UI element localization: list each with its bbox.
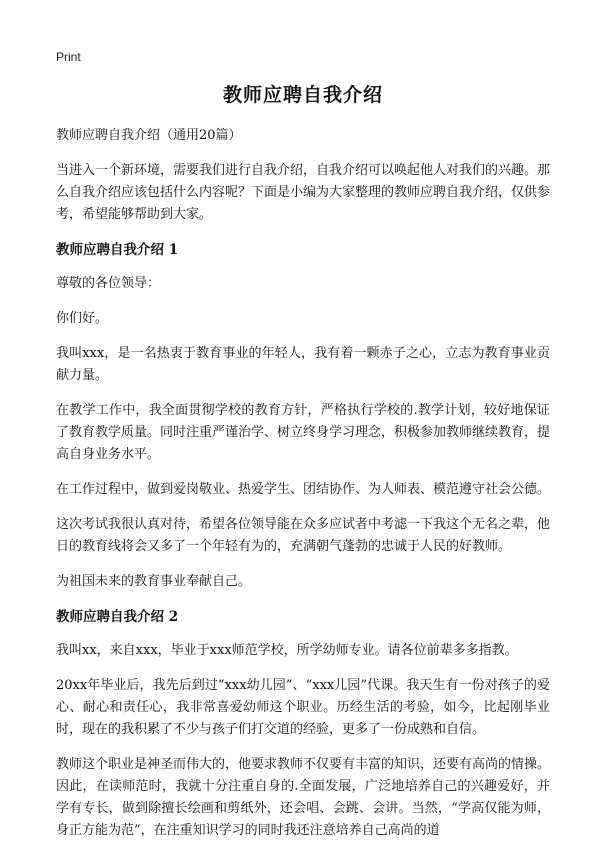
intro-paragraph: 当进入一个新环境，需要我们进行自我介绍，自我介绍可以唤起他人对我们的兴趣。那么自我介绍应该包括什么内容呢？下面是小编为大家整理的教师应聘自我介绍，仅供参考，希望能够帮助到大家。	[56, 163, 551, 222]
section-1-paragraph: 你们好。	[56, 311, 109, 326]
document-subtitle: 教师应聘自我介绍（通用20篇）	[56, 128, 242, 143]
section-1-paragraph: 在教学工作中，我全面贯彻学校的教育方针，严格执行学校的.教学计划，较好地保证了教育教学质量。同时注重严谨治学、树立终身学习理念，积极参加教师继续教育，提高自身业务水平。	[56, 403, 551, 462]
section-1-paragraph: 我叫xxx，是一名热衷于教育事业的年轻人，我有着一颗赤子之心，立志为教育事业贡献力量。	[56, 346, 550, 383]
section-heading-2: 教师应聘自我介绍 2	[56, 609, 179, 625]
section-2-paragraph: 20xx年毕业后，我先后到过“xxx幼儿园”、“xxx儿园”代课。我天生有一份对孩子的爱心、耐心和责任心，我非常喜爱幼师这个职业。历经生活的考验，如今，比起刚毕业时，现在的我积累了不少与孩子们打交道的经验，更多了一份成熟和自信。	[56, 678, 550, 737]
section-1-paragraph: 为祖国未来的教育事业奉献自己。	[56, 574, 252, 589]
print-link[interactable]: Print	[56, 50, 81, 64]
section-1-paragraph: 在工作过程中，做到爱岗敬业、热爱学生、团结协作、为人师表、模范遵守社会公德。	[56, 482, 551, 497]
section-heading-1: 教师应聘自我介绍 1	[56, 242, 179, 258]
document-title: 教师应聘自我介绍	[222, 84, 383, 106]
section-2-paragraph: 我叫xx，来自xxx，毕业于xxx师范学校，所学幼师专业。请各位前辈多多指教。	[56, 643, 518, 658]
section-1-paragraph: 尊敬的各位领导：	[56, 276, 161, 291]
section-2-paragraph: 教师这个职业是神圣而伟大的，他要求教师不仅要有丰富的知识，还要有高尚的情操。因此，在读师范时，我就十分注重自身的.全面发展，广泛地培养自己的兴趣爱好，并学有专长，做到除擅长绘画和剪纸外，还会唱、会跳、会讲。当然，“学高仅能为师，身正方能为范”，在注重知识学习的同时我还注意培养自己高尚的道	[56, 757, 551, 838]
section-1-paragraph: 这次考试我很认真对待，希望各位领导能在众多应试者中考滤一下我这个无名之辈，他日的教育线将会又多了一个年轻有为的，充满朝气蓬勃的忠诚于人民的好教师。	[56, 517, 551, 554]
